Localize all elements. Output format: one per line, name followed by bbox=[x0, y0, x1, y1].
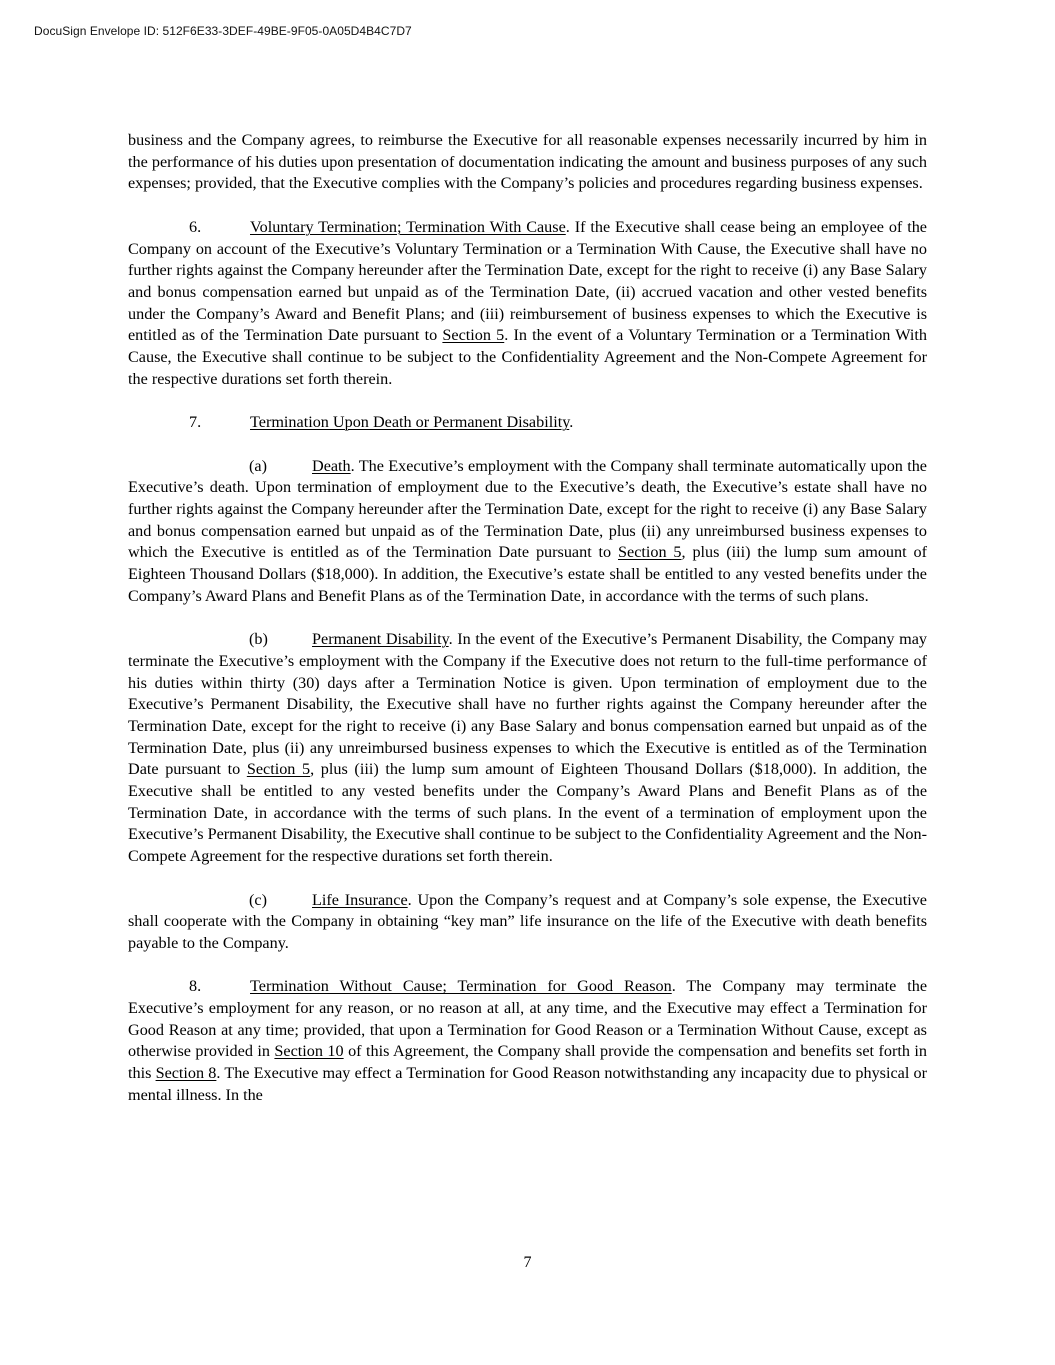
section-heading: Termination Upon Death or Permanent Disability bbox=[250, 413, 570, 432]
paragraph-text: business and the Company agrees, to reimburse the Executive for all reasonable expenses necessarily incurred by him in the performance of his duties upon presentation of documentation indicating the amount and business purposes of any such expenses; provided, that the Executive complies with the Company’s policies and procedures regarding business expenses. bbox=[128, 131, 927, 193]
section-text: . bbox=[569, 413, 574, 432]
section-7b bbox=[128, 629, 927, 868]
section-number: 6. bbox=[189, 217, 202, 236]
subsection-text: , plus (iii) the lump sum amount of Eighteen Thousand Dollars ($18,000). In addition, the Executive’s estate shall be entitled to any vested benefits under the Company’s Award Plans and Benefit Plans as of the Termination Date, in accordance with the terms of such plans. bbox=[128, 543, 927, 605]
section-number: 8. bbox=[189, 977, 202, 996]
subsection-heading: Life Insurance bbox=[312, 890, 408, 909]
paragraph-continuation bbox=[128, 130, 927, 195]
section-7c bbox=[128, 890, 927, 955]
subsection-text: . In the event of the Executive’s Permanent Disability, the Company may terminate the Executive’s employment with the Company if the Executive does not return to the full-time performance of his duties within thirty (30) days after a Termination Notice is given. Upon termination of employment due to the Executive’s Permanent Disability, the Executive shall have no further rights against the Company hereunder after the Termination Date, except for the right to receive (i) any Base Salary and bonus compensation earned but unpaid as of the Termination Date, plus (ii) any unreimbursed business expenses to which the Executive is entitled as of the Termination Date pursuant to bbox=[128, 630, 927, 779]
subsection-label: (a) bbox=[249, 456, 267, 475]
section-6 bbox=[128, 217, 927, 391]
section-number: 7. bbox=[189, 413, 202, 432]
subsection-text: , plus (iii) the lump sum amount of Eighteen Thousand Dollars ($18,000). In addition, the Executive shall be entitled to any vested benefits under the Company’s Award Plans and Benefit Plans as of the Termination Date, in accordance with the terms of such plans. In the event of a termination of employment upon the Executive’s Permanent Disability, the Executive shall continue to be subject to the Confidentiality Agreement and the Non-Compete Agreement for the respective durations set forth therein. bbox=[128, 760, 927, 866]
subsection-heading: Permanent Disability bbox=[312, 630, 449, 649]
section-reference: Section 5 bbox=[618, 543, 682, 562]
section-7 bbox=[128, 412, 927, 434]
section-heading: Termination Without Cause; Termination for Good Reason bbox=[250, 977, 672, 996]
section-reference: Section 5 bbox=[442, 326, 505, 345]
document-body bbox=[128, 130, 927, 1128]
page-number: 7 bbox=[523, 1254, 532, 1271]
envelope-id-header: DocuSign Envelope ID: 512F6E33-3DEF-49BE-9F05-0A05D4B4C7D7 bbox=[34, 24, 412, 38]
section-reference: Section 10 bbox=[274, 1042, 344, 1061]
section-7a bbox=[128, 456, 927, 608]
section-text: . In the event of a Voluntary Termination or a Termination With Cause, the Executive shall continue to be subject to the Confidentiality Agreement and the Non-Compete Agreement for the respective durations set forth therein. bbox=[128, 326, 928, 388]
section-text: . The Company may terminate the Executive’s employment for any reason, or no reason at all, at any time, and the Executive may effect a Termination for Good Reason at any time; provided, that upon a Termination for Good Reason or a Termination Without Cause, except as otherwise provided in bbox=[128, 977, 927, 1061]
subsection-label: (b) bbox=[249, 630, 268, 649]
subsection-text: . The Executive’s employment with the Company shall terminate automatically upon the Executive’s death. Upon termination of employment due to the Executive’s death, the Executive’s estate shall have no further rights against the Company hereunder after the Termination Date, except for the right to receive (i) any Base Salary and bonus compensation earned but unpaid as of the Termination Date, plus (ii) any unreimbursed business expenses to which the Executive is entitled as of the Termination Date pursuant to bbox=[128, 456, 927, 562]
subsection-label: (c) bbox=[249, 890, 267, 909]
subsection-text: . Upon the Company’s request and at Company’s sole expense, the Executive shall cooperate with the Company in obtaining “key man” life insurance on the life of the Executive with death benefits payable to the Company. bbox=[128, 890, 927, 952]
section-reference: Section 8 bbox=[155, 1064, 217, 1083]
section-text: of this Agreement, the Company shall provide the compensation and benefits set forth in this bbox=[128, 1042, 927, 1083]
section-reference: Section 5 bbox=[246, 760, 311, 779]
section-8 bbox=[128, 976, 927, 1106]
subsection-heading: Death bbox=[312, 456, 351, 475]
section-text: . The Executive may effect a Termination for Good Reason notwithstanding any incapacity due to physical or mental illness. In the bbox=[128, 1064, 928, 1104]
section-heading: Voluntary Termination; Termination With Cause bbox=[250, 217, 566, 236]
section-text: . If the Executive shall cease being an employee of the Company on account of the Executive’s Voluntary Termination or a Termination With Cause, the Executive shall have no further rights against the Company hereunder after the Termination Date, except for the right to receive (i) any Base Salary and bonus compensation earned but unpaid as of the Termination Date, (ii) accrued vacation and other vested benefits under the Company’s Award and Benefit Plans; and (iii) reimbursement of business expenses to which the Executive is entitled as of the Termination Date pursuant to bbox=[128, 217, 927, 345]
